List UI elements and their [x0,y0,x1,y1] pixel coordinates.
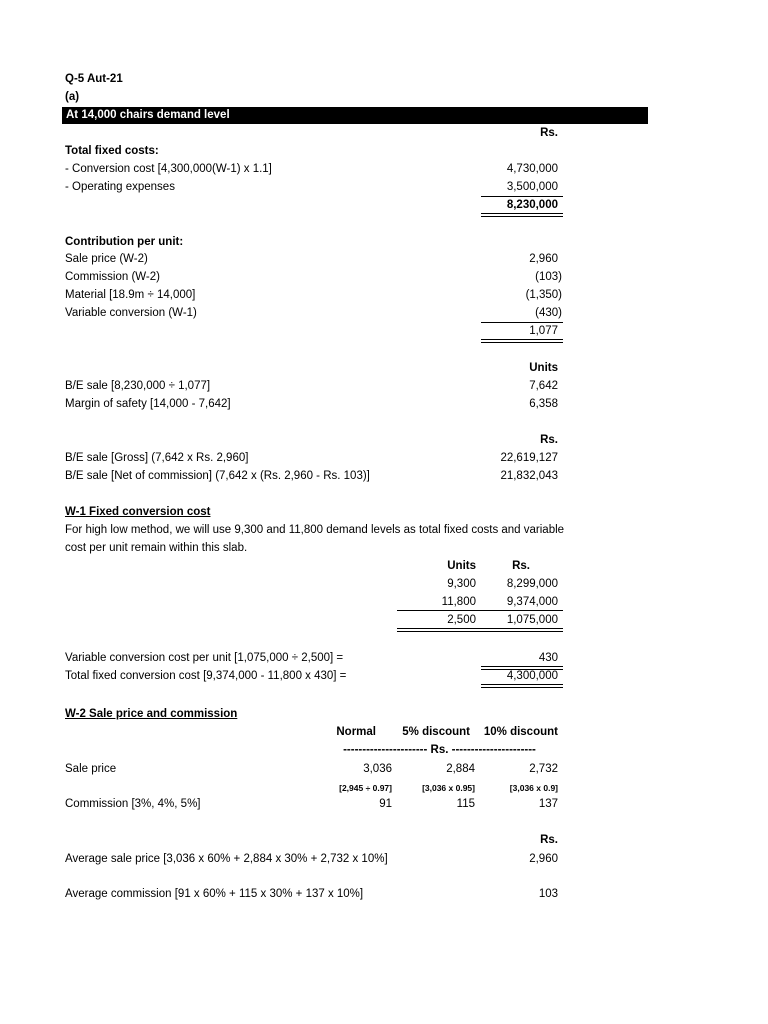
w2-sale-label: Sale price [65,763,117,775]
banner-text: At 14,000 chairs demand level [66,109,230,121]
w1-fixed-value: 4,300,000 [506,670,558,682]
commission-label: Commission (W-2) [65,271,160,283]
w1-variable-label: Variable conversion cost per unit [1,075,000 ÷ 2,500] = [65,652,344,664]
rs-header: Rs. [540,434,558,446]
be-sale-label: B/E sale [8,230,000 ÷ 1,077] [65,380,211,392]
w1-rs-low: 9,374,000 [506,596,558,608]
avg-sale-price-value: 2,960 [529,853,558,865]
w2-rs-divider: ---------------------- Rs. ---------------------- [343,744,536,756]
w1-units-low: 11,800 [441,596,476,608]
material-value: (1,350) [525,289,562,301]
w1-rs-diff: 1,075,000 [506,614,558,626]
fixed-costs-heading: Total fixed costs: [65,145,159,157]
fixed-costs-total: 8,230,000 [506,199,558,211]
w2-sale-normal: 3,036 [363,763,392,775]
w1-fixed-label: Total fixed conversion cost [9,374,000 - 11,800 x 430] = [65,670,347,682]
w2-commission-label: Commission [3%, 4%, 5%] [65,798,201,810]
be-net-label: B/E sale [Net of commission] (7,642 x (Rs. 2,960 - Rs. 103)] [65,470,370,482]
commission-value: (103) [535,271,562,283]
operating-expenses-label: - Operating expenses [65,181,175,193]
w2-note-5pct: [3,036 x 0.95] [422,783,475,793]
sale-price-value: 2,960 [529,253,558,265]
margin-of-safety-label: Margin of safety [14,000 - 7,642] [65,398,231,410]
variable-conversion-value: (430) [535,307,562,319]
conversion-cost-label: - Conversion cost [4,300,000(W-1) x 1.1] [65,163,272,175]
section-banner [62,107,648,124]
w1-units-diff: 2,500 [447,614,476,626]
sale-price-label: Sale price (W-2) [65,253,148,265]
w1-units-high: 9,300 [447,578,476,590]
w1-double-line [481,684,563,688]
be-gross-value: 22,619,127 [500,452,558,464]
w2-col-5pct: 5% discount [402,726,470,738]
part-label: (a) [65,91,80,103]
margin-of-safety-value: 6,358 [529,398,558,410]
w1-rs-high: 8,299,000 [506,578,558,590]
total-double-line [481,339,563,343]
total-double-line [481,213,563,217]
variable-conversion-label: Variable conversion (W-1) [65,307,197,319]
w1-text-line1: For high low method, we will use 9,300 and 11,800 demand levels as total fixed costs and variable [65,524,565,536]
avg-commission-value: 103 [538,888,558,900]
conversion-cost-value: 4,730,000 [506,163,558,175]
currency-header: Rs. [540,127,558,139]
w2-col-10pct: 10% discount [483,726,558,738]
w2-note-10pct: [3,036 x 0.9] [509,783,558,793]
w1-rs-header: Rs. [512,560,530,572]
avg-commission-label: Average commission [91 x 60% + 115 x 30% + 137 x 10%] [65,888,364,900]
w1-subtotal-line [397,610,563,611]
units-header: Units [529,362,558,374]
avg-sale-price-label: Average sale price [3,036 x 60% + 2,884 x 30% + 2,732 x 10%] [65,853,388,865]
avg-rs-header: Rs. [540,834,558,846]
contribution-heading: Contribution per unit: [65,236,184,248]
w2-commission-10pct: 137 [538,798,558,810]
w1-total-double-line [397,628,563,632]
w2-sale-10pct: 2,732 [529,763,558,775]
w1-heading: W-1 Fixed conversion cost [65,506,211,518]
w2-commission-5pct: 115 [456,798,475,810]
w2-sale-5pct: 2,884 [446,763,475,775]
question-title: Q-5 Aut-21 [65,73,123,85]
w1-text-line2: cost per unit remain within this slab. [65,542,248,554]
operating-expenses-value: 3,500,000 [506,181,558,193]
w2-col-normal: Normal [336,726,376,738]
subtotal-line [481,322,563,323]
w1-variable-value: 430 [538,652,558,664]
w2-commission-normal: 91 [379,798,392,810]
subtotal-line [481,196,563,197]
w2-note-normal: [2,945 ÷ 0.97] [339,783,392,793]
be-net-value: 21,832,043 [500,470,558,482]
w1-units-header: Units [447,560,476,572]
be-sale-value: 7,642 [529,380,558,392]
be-gross-label: B/E sale [Gross] (7,642 x Rs. 2,960] [65,452,249,464]
material-label: Material [18.9m ÷ 14,000] [65,289,196,301]
contribution-total: 1,077 [529,325,558,337]
w2-heading: W-2 Sale price and commission [65,708,238,720]
